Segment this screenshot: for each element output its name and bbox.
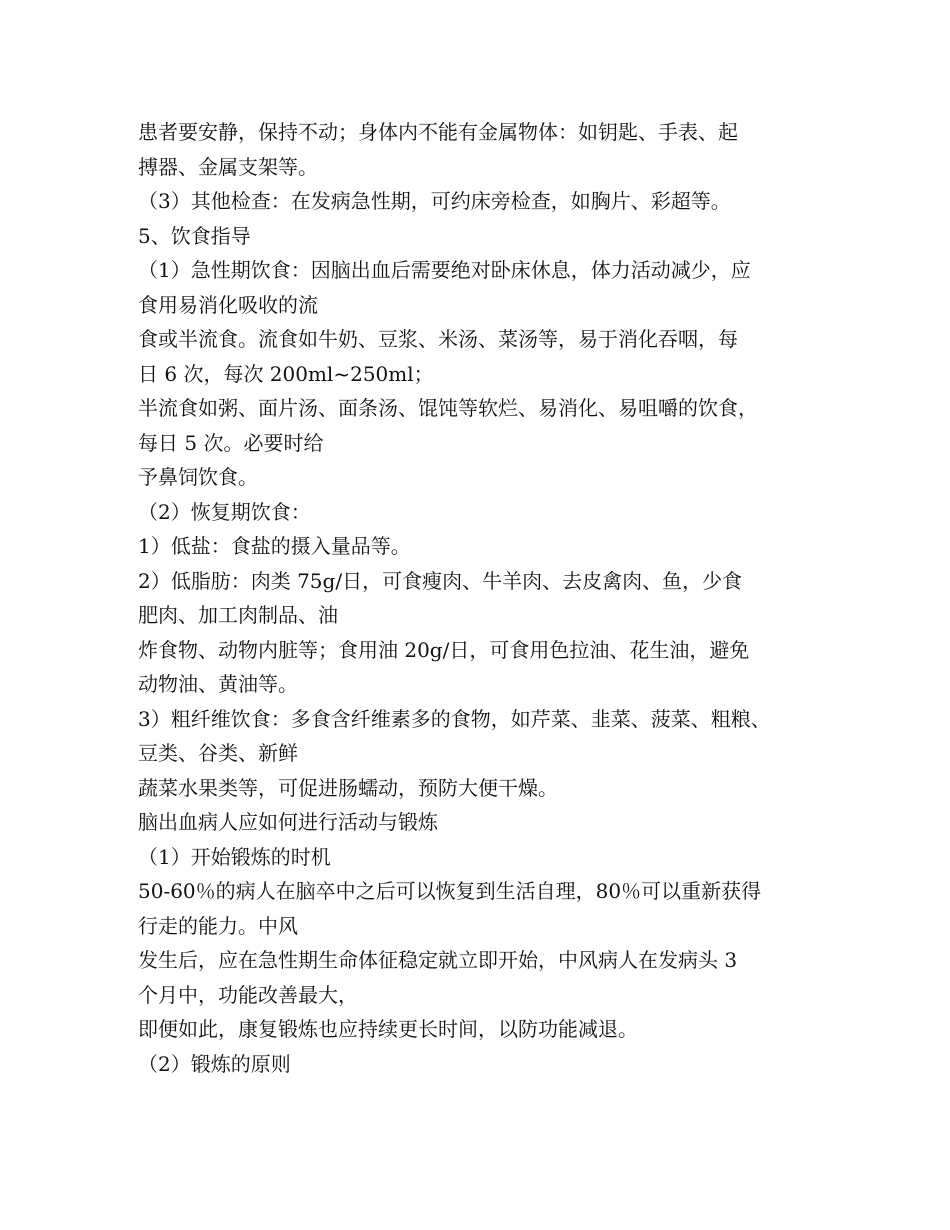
text-line: 即便如此，康复锻炼也应持续更长时间，以防功能减退。 — [138, 1017, 638, 1041]
text-line: 日 6 次，每次 200ml~250ml； — [138, 361, 434, 386]
text-line: 个月中，功能改善最大， — [138, 982, 358, 1007]
text-line: （1）开始锻炼的时机 — [138, 844, 331, 869]
text-line: 3）粗纤维饮食：多食含纤维素多的食物，如芹菜、韭菜、菠菜、粗粮、 — [138, 706, 771, 731]
text-line: （2）锻炼的原则 — [138, 1051, 291, 1076]
text-line: 豆类、谷类、新鲜 — [138, 741, 298, 765]
section-heading: 脑出血病人应如何进行活动与锻炼 — [138, 810, 438, 834]
text-line: 炸食物、动物内脏等；食用油 20g/日，可食用色拉油、花生油，避免 — [138, 637, 750, 662]
text-line: 发生后，应在急性期生命体征稳定就立即开始，中风病人在发病头 3 — [138, 948, 738, 972]
text-line: 食或半流食。流食如牛奶、豆浆、米汤、菜汤等，易于消化吞咽，每 — [138, 327, 738, 351]
text-line: 蔬菜水果类等，可促进肠蠕动，预防大便干燥。 — [138, 775, 558, 800]
text-line: 肥肉、加工肉制品、油 — [138, 603, 338, 627]
document-body — [138, 115, 828, 1081]
text-line: 搏器、金属支架等。 — [138, 154, 318, 179]
text-line: 动物油、黄油等。 — [138, 672, 298, 696]
text-line: 1）低盐：食盐的摄入量品等。 — [138, 534, 411, 558]
text-line: （2）恢复期饮食： — [138, 499, 311, 524]
text-line: 50-60％的病人在脑卒中之后可以恢复到生活自理，80％可以重新获得 — [138, 879, 762, 903]
text-line: （1）急性期饮食：因脑出血后需要绝对卧床休息，体力活动减少，应 — [138, 258, 751, 282]
text-line: 2）低脂肪：肉类 75g/日，可食瘦肉、牛羊肉、去皮禽肉、鱼，少食 — [138, 568, 743, 593]
text-line: 食用易消化吸收的流 — [138, 292, 318, 317]
text-line: 行走的能力。中风 — [138, 913, 298, 938]
text-line: 半流食如粥、面片汤、面条汤、馄饨等软烂、易消化、易咀嚼的饮食， — [138, 396, 758, 420]
section-heading: 5、饮食指导 — [138, 223, 251, 248]
text-line: （3）其他检查：在发病急性期，可约床旁检查，如胸片、彩超等。 — [138, 189, 731, 213]
text-line: 每日 5 次。必要时给 — [138, 430, 324, 455]
text-line: 患者要安静，保持不动；身体内不能有金属物体：如钥匙、手表、起 — [138, 120, 738, 144]
text-line: 予鼻饲饮食。 — [138, 465, 258, 489]
